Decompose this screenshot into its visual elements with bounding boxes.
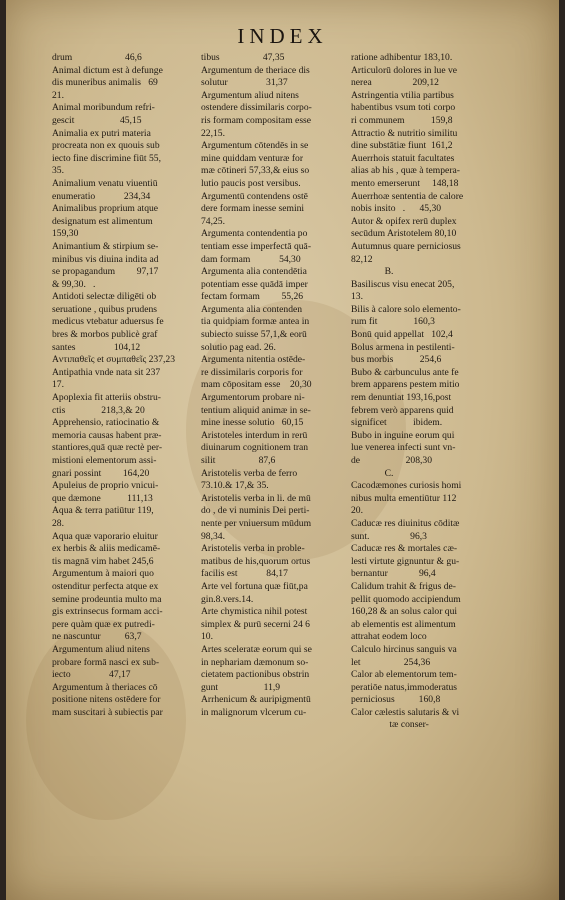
index-column-2 bbox=[201, 52, 347, 719]
index-entry-line: Caducæ res & mortales cæ- bbox=[351, 543, 458, 555]
index-entry-line: Argumenta alia contenden bbox=[201, 303, 303, 315]
index-entry-line: diuinarum cognitionem tran bbox=[201, 442, 309, 454]
index-entry-line: Auerrhoæ sententia de calore bbox=[351, 190, 464, 202]
index-entry-line: tentium aliquid animæ in se- bbox=[201, 404, 311, 416]
index-entry-line: gunt 11,9 bbox=[201, 681, 281, 693]
index-entry-line: mam cōpositam esse 20,30 bbox=[201, 379, 312, 391]
index-entry-line: Animalium venatu viuentiū bbox=[52, 177, 158, 189]
index-entry-line: re dissimilaris corporis for bbox=[201, 366, 303, 378]
index-entry-line: Aqua quæ vaporario eluitur bbox=[52, 530, 158, 542]
index-entry-line: gescit 45,15 bbox=[52, 114, 142, 126]
index-entry-line: gis extrinsecus formam acci- bbox=[52, 606, 163, 618]
index-entry-line: Animal dictum est à defunge bbox=[52, 64, 163, 76]
index-entry-line: Caducæ res diuinitus cōditæ bbox=[351, 517, 460, 529]
index-entry-line: dis muneribus animalis 69 bbox=[52, 77, 158, 89]
index-entry-line: alias ab his , quæ à tempera- bbox=[351, 165, 460, 177]
index-entry-line: ris formam compositam esse bbox=[201, 114, 312, 126]
index-entry-line: ostendere dissimilaris corpo- bbox=[201, 102, 312, 114]
index-entry-line: matibus de his,quorum ortus bbox=[201, 555, 311, 567]
index-entry-line: habentibus vsum toti corpo bbox=[351, 102, 456, 114]
index-entry-line: Animalia ex putri materia bbox=[52, 127, 151, 139]
index-entry-line: Autumnus quare perniciosus bbox=[351, 240, 461, 252]
index-entry-line: 74,25. bbox=[201, 215, 225, 227]
index-entry-line: Basiliscus visu enecat 205, bbox=[351, 278, 455, 290]
index-entry-line: Calculo hircinus sanguis va bbox=[351, 643, 457, 655]
index-entry-line: B. bbox=[351, 266, 394, 278]
index-entry-line: Aristotelis verba de ferro bbox=[201, 467, 298, 479]
index-entry-line: 73.10.& 17,& 35. bbox=[201, 480, 269, 492]
index-entry-line: Animal moribundum refri- bbox=[52, 102, 155, 114]
index-entry-line: enumeratio 234,34 bbox=[52, 190, 151, 202]
index-entry-line: lue venerea infecti sunt vn- bbox=[351, 442, 456, 454]
index-entry-line: Argumentum aliud nitens bbox=[52, 643, 150, 655]
index-entry-line: mæ cōtineri 57,33,& eius so bbox=[201, 165, 310, 177]
index-entry-line: Argumentorum probare ni- bbox=[201, 392, 305, 404]
index-entry-line: Bilis à calore solo elemento- bbox=[351, 303, 461, 315]
index-entry-line: perniciosus 160,8 bbox=[351, 694, 441, 706]
index-entry-line: 35. bbox=[52, 165, 64, 177]
index-entry-line: lesti virtute gignuntur & gu- bbox=[351, 555, 460, 567]
index-entry-line: ctis 218,3,& 20 bbox=[52, 404, 145, 416]
index-entry-line: Astringentia vtilia partibus bbox=[351, 89, 454, 101]
index-entry-line: peratiōe natus,immoderatus bbox=[351, 681, 458, 693]
index-entry-line: semine prodeuntia multo ma bbox=[52, 593, 162, 605]
index-entry-line: Argumenta contendentia po bbox=[201, 228, 308, 240]
index-entry-line: do , de vi numinis Dei perti- bbox=[201, 505, 310, 517]
index-entry-line: in malignorum vlcerum cu- bbox=[201, 706, 307, 718]
index-entry-line: Autor & opifex rerū duplex bbox=[351, 215, 457, 227]
index-entry-line: positione nitens ostēdere for bbox=[52, 694, 161, 706]
index-entry-line: 98,34. bbox=[201, 530, 225, 542]
index-entry-line: Calidum trahit & frigus de- bbox=[351, 580, 456, 592]
index-entry-line: iecto 47,17 bbox=[52, 669, 131, 681]
index-entry-line: designatum est alimentum bbox=[52, 215, 153, 227]
index-entry-line: Argumentū contendens ostē bbox=[201, 190, 308, 202]
index-entry-line: Argumentum cōtendēs in se bbox=[201, 140, 309, 152]
index-entry-line: Articulorū dolores in lue ve bbox=[351, 64, 458, 76]
index-entry-line: 13. bbox=[351, 291, 363, 303]
index-entry-line: C. bbox=[351, 467, 394, 479]
index-entry-line: Cacodæmones curiosis homi bbox=[351, 480, 462, 492]
index-entry-line: ri communem 159,8 bbox=[351, 114, 453, 126]
index-entry-line: mine inesse solutio 60,15 bbox=[201, 417, 304, 429]
index-entry-line: Auerrhois statuit facultates bbox=[351, 152, 455, 164]
index-entry-line: tis magnā vim habet 245,6 bbox=[52, 555, 154, 567]
index-entry-line: rum fit 160,3 bbox=[351, 316, 435, 328]
index-entry-line: simplex & purū secerni 24 6 bbox=[201, 618, 310, 630]
index-entry-line: Argumenta alia contendētia bbox=[201, 266, 307, 278]
index-entry-line: 21. bbox=[52, 89, 64, 101]
index-entry-line: silit 87,6 bbox=[201, 455, 276, 466]
index-entry-line: secūdum Aristotelem 80,10 bbox=[351, 228, 457, 240]
index-entry-line: dere formam inesse semini bbox=[201, 203, 305, 215]
index-entry-line: brem apparens pestem mitio bbox=[351, 379, 460, 391]
index-entry-line: se propagandum 97,17 bbox=[52, 266, 159, 278]
index-entry-line: Argumentum à theriaces cō bbox=[52, 681, 158, 693]
index-entry-line: Apuleius de proprio vnicui- bbox=[52, 480, 159, 492]
index-entry-line: Arrhenicum & auripigmentū bbox=[201, 694, 311, 706]
index-entry-line: ostenditur perfecta atque ex bbox=[52, 580, 159, 592]
index-entry-line: 22,15. bbox=[201, 127, 225, 139]
index-entry-line: nobis insito . 45,30 bbox=[351, 203, 442, 215]
index-entry-line: bres & morbos publicè graf bbox=[52, 329, 158, 341]
index-entry-line: drum 46,6 bbox=[52, 52, 142, 63]
index-entry-line: 159,30 bbox=[52, 228, 79, 240]
index-entry-line: 20. bbox=[351, 505, 363, 517]
index-entry-line: gnari possint 164,20 bbox=[52, 467, 150, 479]
index-entry-line: gin.8.vers.14. bbox=[201, 593, 254, 605]
index-entry-line: subiecto suisse 57,1,& eorū bbox=[201, 329, 307, 341]
index-entry-line: Artes sceleratæ eorum qui se bbox=[201, 643, 312, 655]
index-entry-line: let 254,36 bbox=[351, 656, 431, 668]
index-entry-line: Argumentum à maiori quo bbox=[52, 568, 154, 580]
index-entry-line: ab elementis est alimentum bbox=[351, 618, 456, 630]
index-entry-line: que dæmone 111,13 bbox=[52, 492, 153, 504]
index-entry-line: nente per vniuersum mūdum bbox=[201, 517, 312, 529]
index-entry-line: 82,12 bbox=[351, 253, 373, 265]
index-entry-line: santes 104,12 bbox=[52, 341, 141, 353]
index-entry-line: mam suscitari à subiectis par bbox=[52, 706, 163, 718]
index-entry-line: Bonū quid appellat 102,4 bbox=[351, 329, 453, 341]
index-entry-line: stantiores,quā quæ rectè per- bbox=[52, 442, 163, 454]
index-entry-line: febrem verò apparens quid bbox=[351, 404, 454, 416]
index-entry-line: procreata non ex quouis sub bbox=[52, 140, 160, 152]
index-entry-line: ratione adhibentur 183,10. bbox=[351, 52, 453, 63]
index-entry-line: solutur 31,37 bbox=[201, 77, 288, 89]
index-entry-line: Attractio & nutritio similitu bbox=[351, 127, 458, 139]
index-entry-line: rem denuntiat 193,16,post bbox=[351, 392, 452, 404]
index-entry-line: 10. bbox=[201, 631, 213, 643]
index-entry-line: Argumentum de theriace dis bbox=[201, 64, 310, 76]
index-entry-line: Calor ab elementorum tem- bbox=[351, 669, 457, 681]
index-entry-line: tia quidpiam formæ antea in bbox=[201, 316, 310, 328]
index-entry-line: in nephariam dæmonum so- bbox=[201, 656, 309, 668]
index-entry-line: tentiam esse imperfectā quā- bbox=[201, 240, 312, 252]
index-entry-line: memoria causas habent præ- bbox=[52, 429, 162, 441]
index-entry-line: solutio pag ead. 26. bbox=[201, 341, 276, 353]
index-entry-line: Aristotelis verba in proble- bbox=[201, 543, 305, 555]
index-entry-line: Bubo in inguine eorum qui bbox=[351, 429, 455, 441]
index-entry-line: 17. bbox=[52, 379, 64, 391]
index-entry-line: ne nascuntur 63,7 bbox=[52, 631, 142, 643]
index-entry-line: probare formā nasci ex sub- bbox=[52, 656, 160, 668]
index-entry-line: bernantur 96,4 bbox=[351, 568, 436, 580]
index-entry-line: de 208,30 bbox=[351, 455, 433, 466]
index-entry-line: pellit quomodo accipiendum bbox=[351, 593, 461, 605]
index-column-3 bbox=[351, 52, 497, 732]
index-entry-line: Argumentum aliud nitens bbox=[201, 89, 299, 101]
index-entry-line: Aqua & terra patiūtur 119, bbox=[52, 505, 154, 517]
index-entry-line: mine quiddam venturæ for bbox=[201, 152, 304, 164]
index-entry-line: Apprehensio, ratiocinatio & bbox=[52, 417, 160, 429]
index-entry-line: nibus multa ementiūtur 112 bbox=[351, 492, 457, 504]
index-entry-line: mistioni elementorum assi- bbox=[52, 455, 157, 466]
index-entry-line: cietatem pactionibus obstrin bbox=[201, 669, 310, 681]
index-entry-line: ex herbis & aliis medicamē- bbox=[52, 543, 161, 555]
index-entry-line: dam formam 54,30 bbox=[201, 253, 301, 265]
index-entry-line: minibus vis diuina indita ad bbox=[52, 253, 159, 265]
index-entry-line: Calor cælestis salutaris & vi bbox=[351, 706, 460, 718]
index-page bbox=[6, 0, 559, 900]
index-entry-line: nerea 209,12 bbox=[351, 77, 439, 89]
index-entry-line: Bubo & carbunculus ante fe bbox=[351, 366, 459, 378]
index-entry-line: Arte vel fortuna quæ fiūt,pa bbox=[201, 580, 308, 592]
index-entry-line: sunt. 96,3 bbox=[351, 530, 427, 542]
index-entry-line: Aristotelis verba in li. de mū bbox=[201, 492, 311, 504]
index-entry-line: iecto fine discrimine fiūt 55, bbox=[52, 152, 161, 164]
index-entry-line: attrahat eodem loco bbox=[351, 631, 427, 643]
index-entry-line: facilis est 84,17 bbox=[201, 568, 288, 580]
index-entry-line: significet ibidem. bbox=[351, 417, 443, 429]
index-entry-line: seruatione , quibus prudens bbox=[52, 303, 157, 315]
index-entry-line: pere quàm quæ ex putredi- bbox=[52, 618, 155, 630]
index-column-1 bbox=[52, 52, 198, 719]
index-entry-line: bus morbis 254,6 bbox=[351, 354, 442, 366]
index-entry-line: Animantium & stirpium se- bbox=[52, 240, 159, 252]
index-entry-line: & 99,30. . bbox=[52, 278, 96, 290]
index-entry-line: Aντιπαθεῖς et συμπαθεῖς 237,23 bbox=[52, 354, 176, 366]
index-entry-line: Animalibus proprium atque bbox=[52, 203, 159, 215]
index-entry-line: tibus 47,35 bbox=[201, 52, 285, 63]
index-entry-line: potentiam esse quādā imper bbox=[201, 278, 308, 290]
index-entry-line: Antipathia vnde nata sit 237 bbox=[52, 366, 161, 378]
index-entry-line: Arte chymistica nihil potest bbox=[201, 606, 308, 618]
index-entry-line: mento emerserunt 148,18 bbox=[351, 177, 459, 189]
page-header: INDEX bbox=[237, 24, 328, 48]
index-entry-line: Antidoti selectæ diligēti ob bbox=[52, 291, 157, 303]
index-entry-line: Apoplexia fit atteriis obstru- bbox=[52, 392, 161, 404]
index-entry-line: Aristoteles interdum in rerū bbox=[201, 429, 308, 441]
index-entry-line: medicus vtebatur aduersus fe bbox=[52, 316, 164, 328]
index-entry-line: dine substātiæ fiunt 161,2 bbox=[351, 140, 453, 152]
index-entry-line: fectam formam 55,26 bbox=[201, 291, 304, 303]
index-entry-line: Bolus armena in pestilenti- bbox=[351, 341, 455, 353]
index-entry-line: tæ conser- bbox=[351, 719, 429, 731]
index-entry-line: lutio paucis post versibus. bbox=[201, 177, 301, 189]
index-entry-line: Argumenta nitentia ostēde- bbox=[201, 354, 306, 366]
index-entry-line: 28. bbox=[52, 517, 64, 529]
index-entry-line: 160,28 & an solus calor qui bbox=[351, 606, 458, 618]
